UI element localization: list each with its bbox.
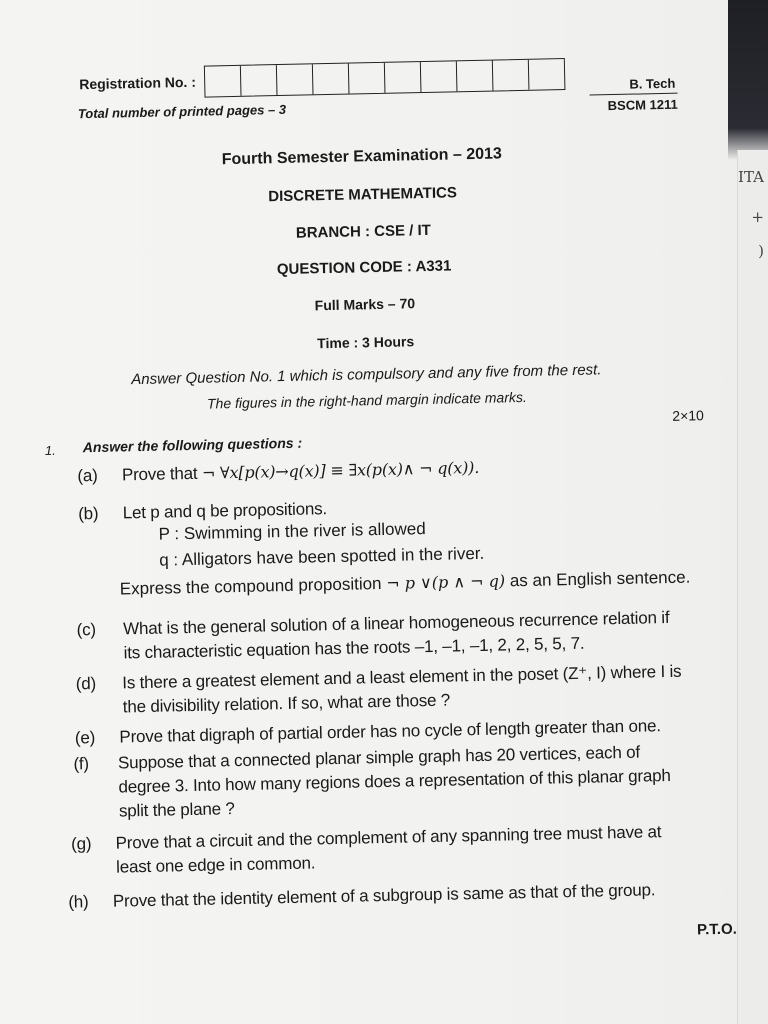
subject-title: DISCRETE MATHEMATICS	[268, 184, 458, 206]
registration-box	[349, 63, 386, 94]
instruction-line-1: Answer Question No. 1 which is compulsory and any five from the rest.	[131, 361, 602, 389]
item-text: What is the general solution of a linear homogeneous recurrence relation if	[122, 607, 670, 639]
dark-background-edge	[728, 0, 768, 160]
item-text-line2: its characteristic equation has the roots –1, –1, –1, 2, 2, 5, 5, 7.	[123, 633, 585, 663]
item-text: Let p and q be propositions.	[122, 499, 328, 523]
registration-box	[241, 65, 278, 96]
pto-label: P.T.O.	[696, 920, 737, 939]
item-label: (g)	[70, 834, 92, 854]
item-text-line2: least one edge in common.	[115, 853, 316, 877]
full-marks: Full Marks – 70	[314, 295, 416, 314]
degree-label: B. Tech	[589, 76, 677, 96]
item-text: Prove that a circuit and the complement of any spanning tree must have at	[115, 822, 662, 853]
question-heading: Answer the following questions :	[82, 434, 303, 456]
registration-label: Registration No. :	[79, 73, 197, 93]
item-label: (f)	[73, 754, 90, 774]
proposition-q: q : Alligators have been spotted in the river.	[159, 543, 485, 570]
registration-row	[79, 58, 565, 100]
item-label: (b)	[78, 503, 99, 524]
registration-box	[528, 59, 564, 90]
question-item-f	[73, 740, 671, 824]
registration-box	[457, 61, 494, 92]
side-mark-3: )	[758, 242, 764, 260]
total-pages: Total number of printed pages – 3	[77, 101, 287, 122]
registration-box	[277, 64, 314, 95]
instruction-line-2: The figures in the right-hand margin indicate marks.	[206, 388, 527, 412]
registration-box	[313, 64, 350, 95]
item-text: Suppose that a connected planar simple graph has 20 vertices, each of	[117, 742, 641, 773]
exam-title: Fourth Semester Examination – 2013	[221, 145, 503, 169]
item-text: Prove that the identity element of a subgroup is same as that of the group.	[112, 880, 656, 911]
compound-text-end: as an English sentence.	[509, 567, 691, 591]
item-text: Prove that	[121, 463, 198, 485]
item-text-line3: split the plane ?	[118, 799, 235, 821]
registration-box	[421, 61, 458, 92]
question-item-a	[77, 456, 479, 488]
compound-formula: ¬ p ∨(p ∧ ¬ q)	[386, 571, 506, 593]
item-text: Is there a greatest element and a least element in the poset (Z⁺, I) where I is	[122, 661, 682, 693]
item-formula: ¬ ∀x[p(x)→q(x)] ≡ ∃x(p(x)∧ ¬ q(x)).	[201, 457, 480, 483]
time-line: Time : 3 Hours	[317, 333, 415, 352]
registration-boxes	[204, 58, 566, 98]
item-label: (e)	[74, 728, 96, 748]
item-text-line2: the divisibility relation. If so, what are those ?	[122, 690, 451, 717]
proposition-p: P : Swimming in the river is allowed	[158, 519, 426, 544]
side-mark-2: +	[751, 208, 764, 226]
compound-text: Express the compound proposition	[119, 573, 382, 599]
question-marks: 2×10	[672, 407, 705, 424]
registration-box	[385, 62, 422, 93]
course-info	[589, 76, 678, 114]
question-item-h	[68, 878, 655, 914]
compound-proposition	[120, 568, 691, 600]
branch-line: BRANCH : CSE / IT	[295, 221, 432, 242]
question-number: 1.	[44, 442, 56, 459]
item-text-line2: degree 3. Into how many regions does a representation of this planar graph	[118, 765, 671, 797]
item-label: (a)	[77, 465, 98, 486]
course-code: BSCM 1211	[607, 96, 678, 114]
question-item-c	[76, 606, 670, 666]
item-label: (c)	[76, 619, 97, 640]
registration-box	[492, 60, 529, 91]
registration-box	[205, 66, 242, 97]
question-item-d	[76, 660, 683, 721]
item-label: (h)	[68, 892, 89, 912]
question-code: QUESTION CODE : A331	[276, 257, 452, 279]
item-text: Prove that digraph of partial order has no cycle of length greater than one.	[119, 716, 661, 747]
side-mark-1: ITA	[738, 168, 764, 186]
item-label: (d)	[75, 673, 97, 694]
question-item-g	[71, 820, 662, 880]
